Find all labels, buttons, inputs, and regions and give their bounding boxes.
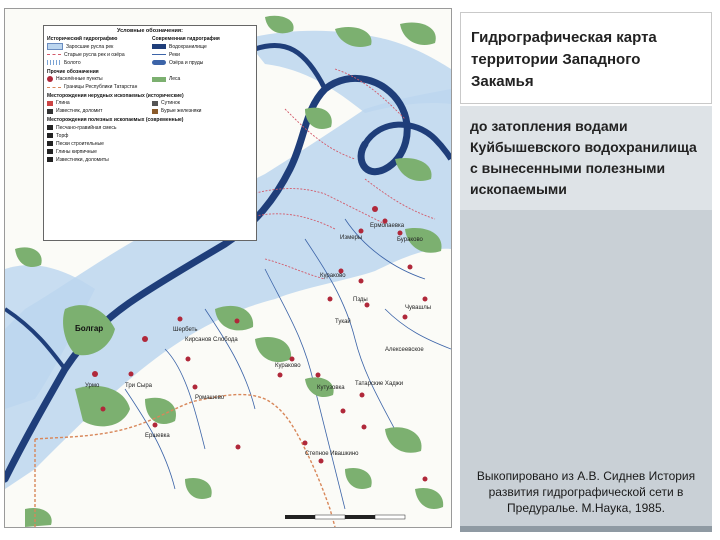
legend-item: Песчано-гравийная смесь: [56, 124, 117, 131]
scale-bar: [285, 515, 405, 519]
legend-item: Пески строительные: [56, 140, 104, 147]
swatch-icon: [47, 87, 61, 88]
legend-item: Озёра и пруды: [169, 59, 204, 66]
swatch-icon: [152, 101, 158, 106]
swatch-icon: [152, 109, 158, 114]
place-label: Измеры: [340, 235, 363, 241]
place-label: Ершевка: [145, 433, 170, 439]
place-label: Тукай: [335, 319, 351, 325]
swatch-icon: [47, 43, 63, 50]
description-panel: [460, 106, 712, 526]
slide-title: Гидрографическая карта территории Западного Закамья: [471, 29, 657, 90]
swatch-icon: [47, 60, 61, 65]
place-label: Бураково: [397, 237, 423, 243]
place-label: Шербеть: [173, 327, 198, 333]
slide-subtitle: до затопления водами Куйбышевского водохранилища с вынесенными полезными ископаемыми: [470, 118, 697, 197]
legend-title: Условные обозначения:: [117, 28, 183, 34]
legend-item: Глины кирпичные: [56, 148, 97, 155]
swatch-icon: [47, 76, 53, 82]
legend-other-header: Прочие обозначения: [47, 68, 99, 75]
legend-item: Болото: [64, 59, 81, 66]
place-label: Кураково: [275, 363, 301, 369]
swatch-icon: [47, 54, 61, 55]
swatch-icon: [47, 157, 53, 162]
legend-modern-header: Месторождения полезных ископаемых (современные): [47, 117, 184, 124]
legend-item: Заросшие русла рек: [66, 43, 114, 50]
place-label: Кирсанов Слобода: [185, 337, 238, 343]
legend-hydro-right-header: Современная гидрография: [152, 35, 220, 42]
legend-item: Известняк, доломит: [56, 108, 103, 115]
place-label: Три Сыра: [125, 383, 153, 389]
legend-item: Сутинок: [161, 100, 180, 107]
place-label: Кураково: [320, 273, 346, 279]
map: [4, 8, 452, 528]
place-label: Пзды: [353, 297, 368, 303]
legend-item: Населённые пункты: [56, 76, 103, 82]
legend-deposits-header: Месторождения нерудных ископаемых (исторические): [47, 93, 184, 100]
place-label: Алексеевское: [385, 347, 424, 353]
legend-item: Бурые железняки: [161, 108, 202, 115]
subtitle-box: [460, 106, 712, 210]
place-label: Урмо: [85, 383, 100, 389]
city-label: Болгар: [75, 324, 104, 333]
legend-item: Леса: [169, 76, 181, 82]
swatch-icon: [47, 125, 53, 130]
panel-bottom-strip: [460, 526, 712, 532]
legend-item: Старые русла рек и озёра: [64, 51, 125, 58]
legend-item: Реки: [169, 51, 180, 58]
title-box: [460, 12, 712, 104]
legend-hydro-left-header: Исторический гидрографию: [47, 35, 118, 42]
swatch-icon: [47, 133, 53, 138]
legend-item: Торф: [56, 132, 69, 139]
place-label: Татарские Хаджи: [355, 381, 404, 387]
swatch-icon: [152, 54, 166, 55]
source-caption: Выкопировано из А.В. Сиднев История развития гидрографической сети в Предуралье. М.Наука, 1985.: [476, 469, 696, 515]
legend-item: Границы Республики Татарстан: [64, 84, 138, 90]
swatch-icon: [152, 44, 166, 49]
place-label: Кутузовка: [317, 385, 345, 391]
swatch-icon: [47, 109, 53, 114]
swatch-icon: [47, 141, 53, 146]
map-legend: [43, 25, 257, 241]
swatch-icon: [47, 101, 53, 106]
place-label: Чувашлы: [405, 305, 432, 311]
legend-item: Известняки, доломиты: [56, 156, 109, 163]
place-label: Степное Ивашкино: [305, 451, 359, 457]
legend-item: Глина: [56, 100, 70, 107]
swatch-icon: [47, 149, 53, 154]
place-label: Ермолаевка: [370, 223, 405, 229]
legend-item: Водохранилище: [169, 43, 207, 50]
swatch-icon: [152, 60, 166, 65]
swatch-icon: [152, 77, 166, 82]
place-label: Ромашево: [195, 395, 225, 401]
